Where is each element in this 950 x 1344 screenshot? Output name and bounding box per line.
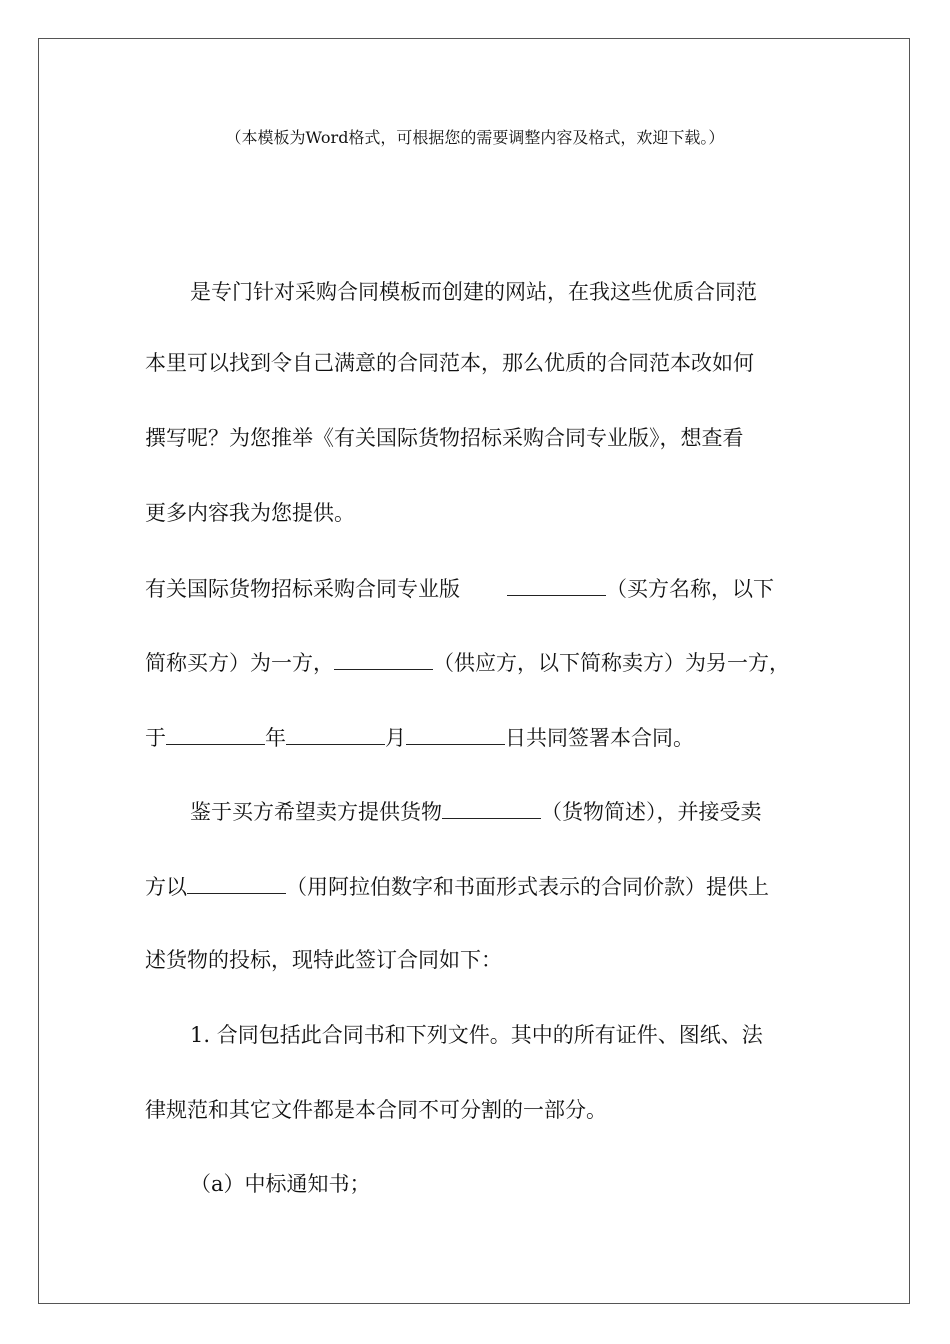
contract-title: 有关国际货物招标采购合同专业版 xyxy=(145,577,460,601)
clause-1-line-1: 1. 合同包括此合同书和下列文件。其中的所有证件、图纸、法 xyxy=(190,1023,763,1047)
party-line-1-suffix: （买方名称，以下 xyxy=(606,577,774,601)
intro-line-3: 撰写呢？为您推举《有关国际货物招标采购合同专业版》，想查看 xyxy=(145,426,744,450)
intro-line-2: 本里可以找到令自己满意的合同范本，那么优质的合同范本改如何 xyxy=(145,351,754,375)
seller-name-blank[interactable] xyxy=(334,645,433,670)
party-line-1 xyxy=(145,571,774,606)
clause-1-item-a: （a）中标通知书； xyxy=(190,1172,371,1196)
party-line-2-suffix: （供应方，以下简称卖方）为另一方， xyxy=(433,651,790,675)
template-note: （本模板为Word格式，可根据您的需要调整内容及格式，欢迎下载。） xyxy=(225,128,725,147)
intro-line-1: 是专门针对采购合同模板而创建的网站，在我这些优质合同范 xyxy=(190,280,757,304)
contract-price-blank[interactable] xyxy=(187,869,286,894)
whereas-line-1-suffix: （货物简述），并接受卖 xyxy=(541,800,762,824)
month-label: 月 xyxy=(385,726,406,750)
day-blank[interactable] xyxy=(406,720,505,745)
whereas-line-2 xyxy=(145,869,769,904)
whereas-line-1-prefix: 鉴于买方希望卖方提供货物 xyxy=(190,800,442,824)
month-blank[interactable] xyxy=(286,720,385,745)
date-prefix: 于 xyxy=(145,726,166,750)
goods-description-blank[interactable] xyxy=(442,794,541,819)
year-blank[interactable] xyxy=(166,720,265,745)
party-line-2-prefix: 简称买方）为一方， xyxy=(145,651,334,675)
date-suffix: 日共同签署本合同。 xyxy=(505,726,694,750)
intro-line-4: 更多内容我为您提供。 xyxy=(145,501,355,525)
whereas-line-2-prefix: 方以 xyxy=(145,875,187,899)
date-line xyxy=(145,720,694,755)
whereas-line-2-suffix: （用阿拉伯数字和书面形式表示的合同价款）提供上 xyxy=(286,875,769,899)
buyer-name-blank[interactable] xyxy=(507,571,606,596)
party-line-2 xyxy=(145,645,790,680)
whereas-line-3: 述货物的投标，现特此签订合同如下： xyxy=(145,948,502,972)
clause-1-line-2: 律规范和其它文件都是本合同不可分割的一部分。 xyxy=(145,1098,607,1122)
year-label: 年 xyxy=(265,726,286,750)
whereas-line-1 xyxy=(190,794,762,829)
